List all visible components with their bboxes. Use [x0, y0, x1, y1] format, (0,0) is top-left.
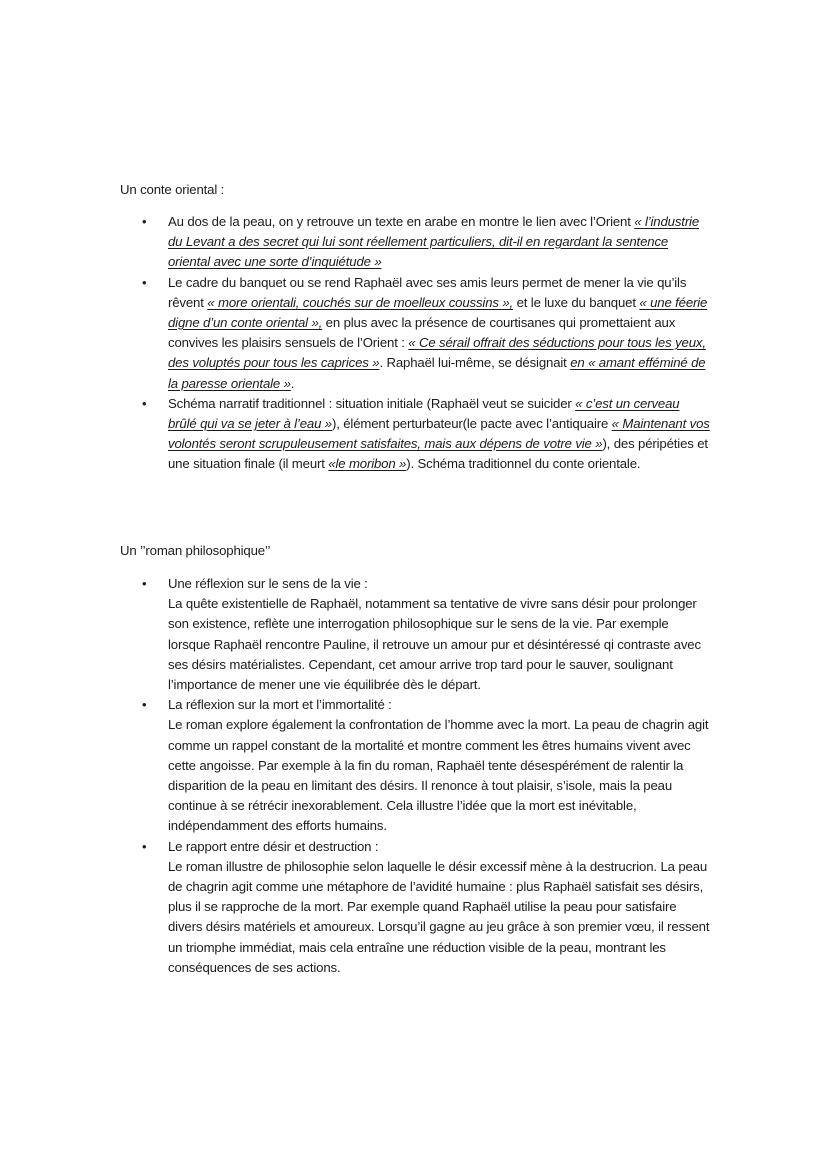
bullet-icon: • [142, 395, 147, 411]
bullet-icon: • [142, 576, 147, 591]
quote: « more orientali, couchés sur de moelleux coussins », [207, 294, 514, 310]
list-item [120, 695, 710, 836]
bullet-icon: • [142, 838, 147, 854]
conte-oriental-list [120, 212, 710, 475]
text: en plus avec la présence de courtisanes qui promettaient aux convives les plaisirs sensuels de l’Orient : [168, 315, 676, 351]
item-body: Le roman explore également la confrontation de l’homme avec la mort. La peau de chagrin agit comme un rappel constant de la mortalité et montre comment les êtres humains vivent avec cette angoisse. Par exemple à la fin du roman, Raphaël tente désespérément de ralentir la disparition de la peau en limitant des désirs. Il renonce à tout plaisir, s’isole, mais la peau continue à se rétrécir inexorablement. Cela illustre l’idée que la mort est inévitable, indépendamment des efforts humains. [168, 717, 709, 834]
item-body: Le roman illustre de philosophie selon laquelle le désir excessif mène à la destrucrion. La peau de chagrin agit comme une métaphore de l’avidité humaine : plus Raphaël satisfait ses désirs, plus il se rapproche de la mort. Par exemple quand Raphaël utilise la peau pour satisfaire divers désirs matériels et amoureux. Lorsqu’il gagne au jeu grâce à son premier vœu, il ressent un triomphe immédiat, mais cela entraîne une réduction visible de la peau, montrant les conséquences de ses actions. [168, 858, 710, 975]
bullet-icon: • [142, 697, 147, 713]
text: ), des péripéties et une situation finale (il meurt [168, 436, 708, 472]
text: . [290, 375, 295, 391]
list-item [120, 212, 710, 273]
bullet-icon: • [142, 214, 147, 229]
text: Le cadre du banquet ou se rend Raphaël avec ses amis leurs permet de mener la vie qu’ils rêvent [168, 274, 687, 310]
quote: « Ce sérail offrait des séductions pour tous les yeux, des voluptés pour tous les caprices » [168, 335, 706, 371]
list-item [120, 273, 710, 394]
item-title: Le rapport entre désir et destruction : [168, 838, 379, 854]
text: ). Schéma traditionnel du conte orientale. [406, 456, 641, 472]
list-item [120, 394, 710, 475]
list-item [120, 837, 710, 978]
text: et le luxe du banquet [513, 294, 640, 310]
item-title: La réflexion sur la mort et l’immortalité : [168, 697, 392, 713]
text: Au dos de la peau, on y retrouve un texte en arabe en montre le lien avec l’Orient [168, 214, 635, 229]
quote: « c’est un cerveau brûlé qui va se jeter à l’eau » [168, 395, 680, 432]
text: ), élément perturbateur(le pacte avec l’antiquaire [331, 416, 612, 432]
roman-philosophique-list [120, 574, 710, 978]
quote: « une féerie digne d’un conte oriental », [168, 294, 708, 331]
item-title: Une réflexion sur le sens de la vie : [168, 576, 368, 591]
quote: «le moribon » [328, 456, 407, 472]
quote: en « amant efféminé de la paresse orientale » [168, 355, 706, 391]
item-body: La quête existentielle de Raphaël, notamment sa tentative de vivre sans désir pour prolonger son existence, reflète une interrogation philosophique sur le sens de la vie. Par exemple lorsque Raphaël rencontre Pauline, il retrouve un amour pur et désintéressé qi contraste avec ses désirs matérialistes. Cependant, cet amour arrive trop tard pour le sauver, soulignant l’importance de mener une vie équilibrée dès le départ. [168, 596, 701, 693]
list-item [120, 574, 710, 695]
bullet-icon: • [142, 274, 147, 290]
section-heading-roman-philosophique: Un ’’roman philosophique’’ [120, 543, 271, 558]
section-heading-conte-oriental: Un conte oriental : [120, 182, 225, 197]
quote: « l’industrie du Levant a des secret qui lui sont réellement particuliers, dit-il en regardant la sentence oriental avec une sorte d’inquiétude » [168, 214, 700, 270]
quote: « Maintenant vos volontés seront scrupuleusement satisfaites, mais aux dépens de votre vie » [168, 416, 710, 452]
text: . Raphaël lui-même, se désignait [379, 355, 571, 371]
text: Schéma narratif traditionnel : situation initiale (Raphaël veut se suicider [168, 395, 576, 411]
